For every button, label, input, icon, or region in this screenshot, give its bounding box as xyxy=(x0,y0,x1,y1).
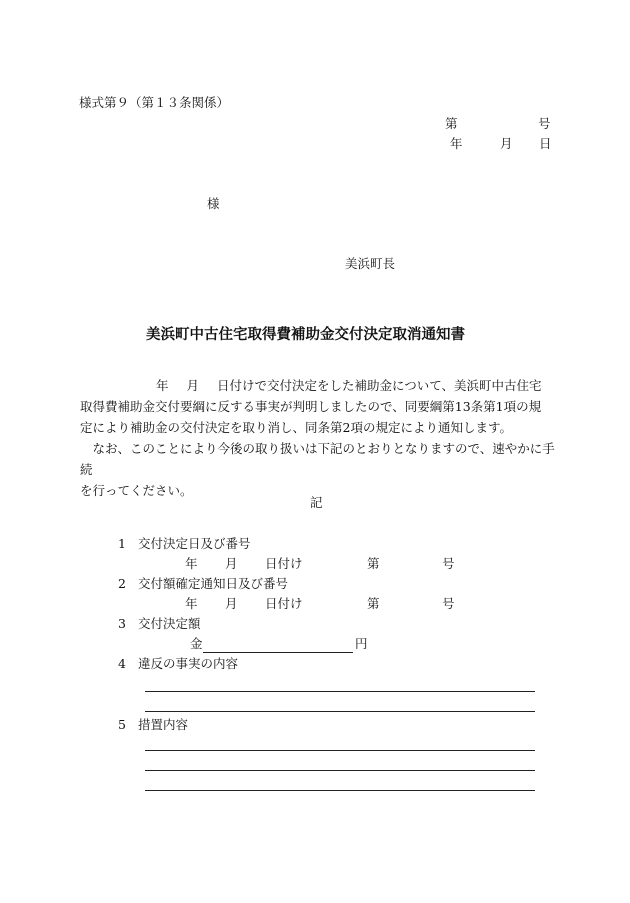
item5-label: 措置内容 xyxy=(138,717,189,732)
amount-underline xyxy=(203,652,353,653)
measure-line-1 xyxy=(145,750,535,751)
doc-date-day: 日 xyxy=(539,136,552,151)
item2-dai: 第 xyxy=(367,596,380,611)
body-para1-line1 xyxy=(80,375,555,396)
item1-dated: 日付け xyxy=(265,556,303,571)
doc-date-year: 年 xyxy=(450,136,463,151)
violation-line-1 xyxy=(145,691,535,692)
document-title: 美浜町中古住宅取得費補助金交付決定取消通知書 xyxy=(146,327,465,343)
doc-number-go: 号 xyxy=(538,116,551,131)
item3-number: 3 xyxy=(118,616,126,631)
ki-heading: 記 xyxy=(310,495,323,510)
doc-date-month: 月 xyxy=(500,136,513,151)
item1-number: 1 xyxy=(118,536,126,551)
item2-dated: 日付け xyxy=(265,596,303,611)
item2-year: 年 xyxy=(185,596,198,611)
body-para2-line1: なお、このことにより今後の取り扱いは下記のとおりとなりますので、速やかに手続 xyxy=(80,441,555,477)
item3-yen: 円 xyxy=(355,636,368,651)
item2-number: 2 xyxy=(118,576,126,591)
measure-line-2 xyxy=(145,770,535,771)
item2-go: 号 xyxy=(442,596,455,611)
body-date-month: 月 xyxy=(186,378,200,393)
violation-line-2 xyxy=(145,711,535,712)
item2-label: 交付額確定通知日及び番号 xyxy=(138,576,289,591)
item1-dai: 第 xyxy=(367,556,380,571)
item1-label: 交付決定日及び番号 xyxy=(138,536,251,551)
body-para1-rest: 日付けで交付決定をした補助金について、美浜町中古住宅 xyxy=(217,378,542,393)
item5-number: 5 xyxy=(118,717,126,732)
body-para1-line3: 定により補助金の交付決定を取り消し、同条第2項の規定により通知します。 xyxy=(80,420,512,435)
item4-label: 違反の事実の内容 xyxy=(138,656,239,671)
item2-month: 月 xyxy=(225,596,238,611)
body-text xyxy=(80,375,555,501)
item3-label: 交付決定額 xyxy=(138,616,201,631)
item1-go: 号 xyxy=(442,556,455,571)
item1-year: 年 xyxy=(185,556,198,571)
measure-line-3 xyxy=(145,790,535,791)
item3-kin: 金 xyxy=(190,636,203,651)
sender: 美浜町長 xyxy=(345,256,396,271)
body-date-year: 年 xyxy=(156,378,169,393)
body-para2-line2: を行ってください。 xyxy=(80,483,193,498)
item1-month: 月 xyxy=(225,556,238,571)
body-para1-line2: 取得費補助金交付要綱に反する事実が判明しましたので、同要綱第13条第1項の規 xyxy=(80,399,542,414)
doc-number-dai: 第 xyxy=(445,116,458,131)
item4-number: 4 xyxy=(118,656,126,671)
form-number: 様式第９（第１３条関係） xyxy=(79,95,230,110)
recipient-suffix: 様 xyxy=(207,196,220,211)
